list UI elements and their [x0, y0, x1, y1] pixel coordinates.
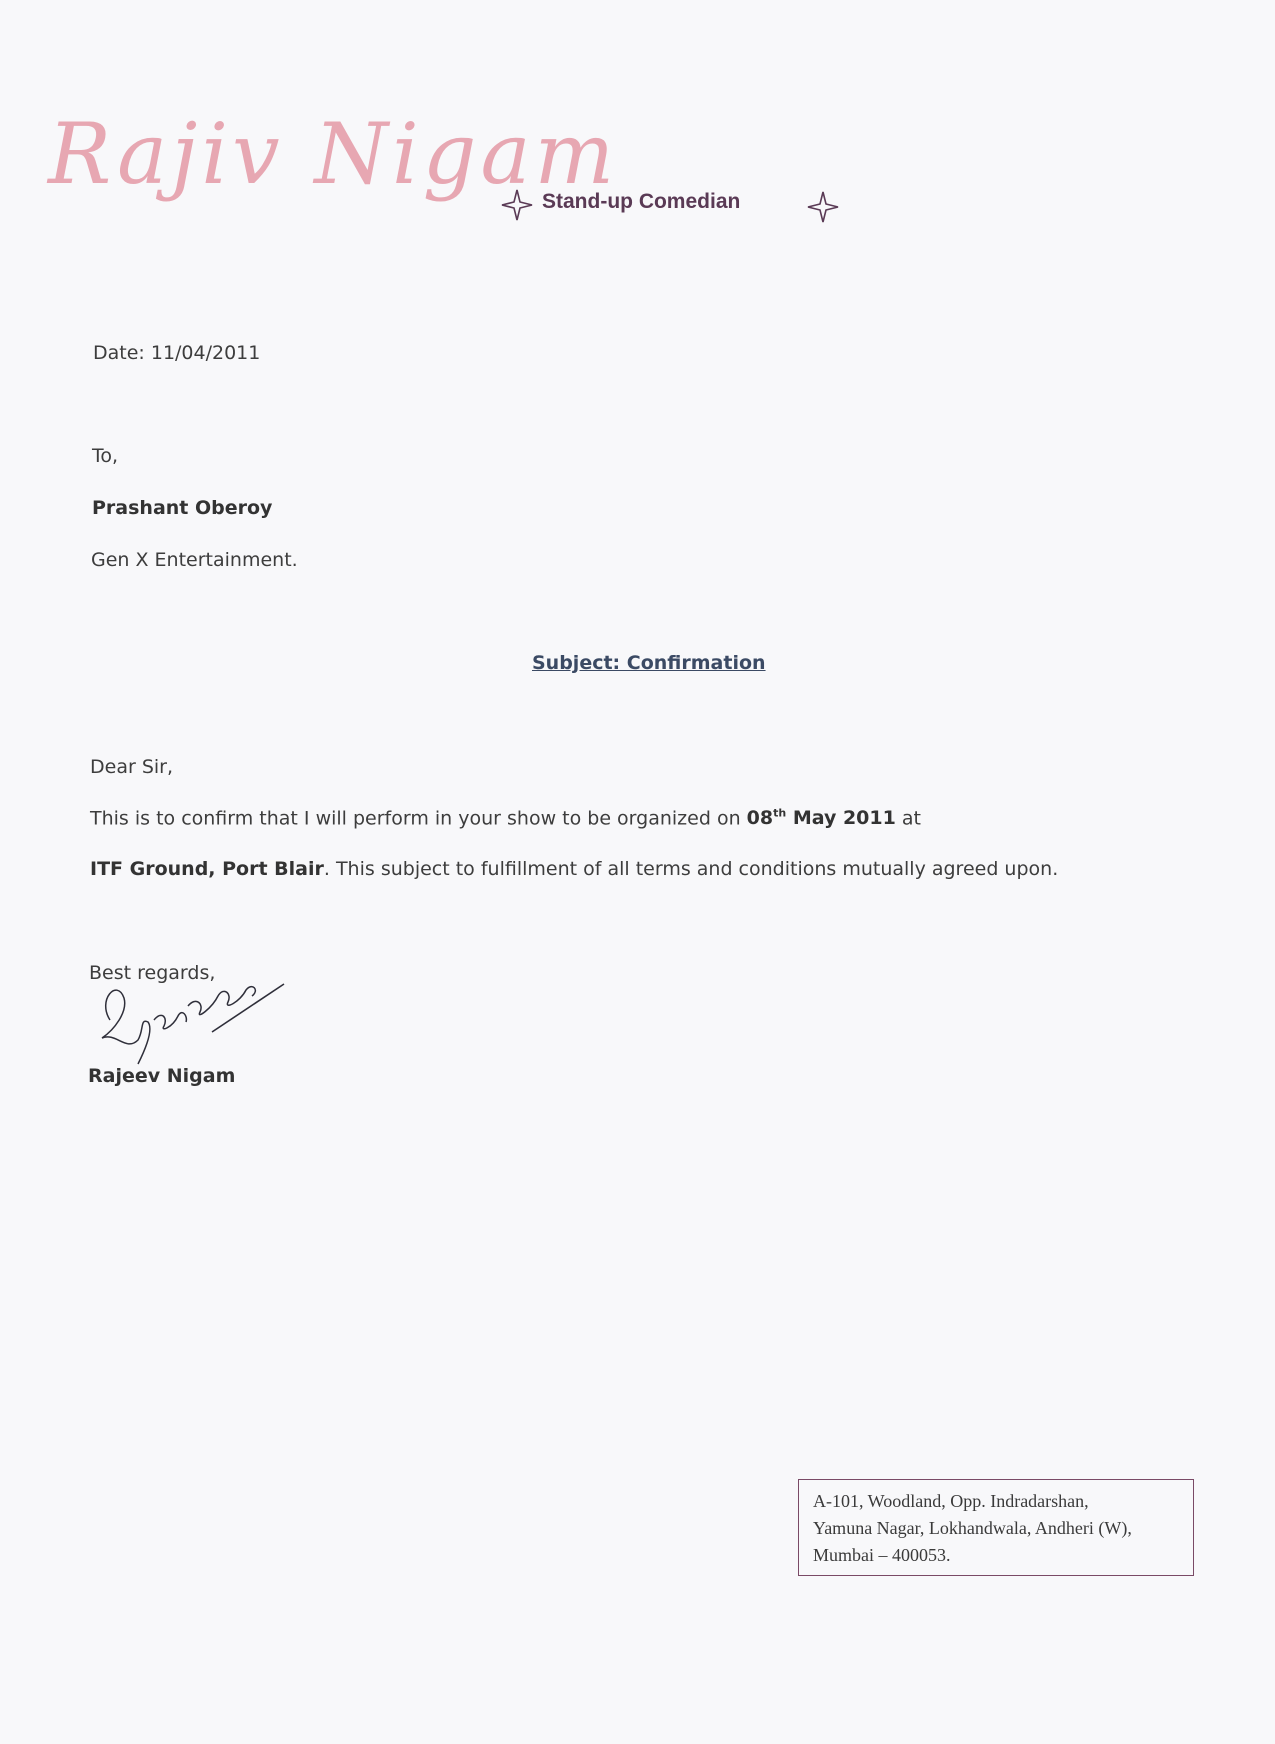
four-point-star-icon [500, 188, 534, 222]
letter-date: Date: 11/04/2011 [93, 342, 261, 364]
address-line-2: Yamuna Nagar, Lokhandwala, Andheri (W), [813, 1518, 1132, 1538]
event-date-suffix: th [773, 807, 787, 820]
four-point-star-icon [806, 190, 840, 224]
closing: Best regards, [89, 962, 216, 984]
recipient-company: Gen X Entertainment. [91, 549, 298, 571]
to-label: To, [92, 445, 119, 467]
event-date-rest: May 2011 [786, 807, 896, 830]
body-text-end: at [895, 807, 921, 830]
recipient-name: Prashant Oberoy [92, 497, 273, 519]
letterhead-logo: Rajiv Nigam [48, 105, 619, 203]
address-box [798, 1479, 1194, 1576]
body-text: . This subject to fulfillment of all terms and conditions mutually agreed upon. [323, 858, 1059, 880]
address-line-1: A-101, Woodland, Opp. Indradarshan, [813, 1491, 1089, 1511]
address-line-3: Mumbai – 400053. [813, 1545, 951, 1565]
handwritten-signature [92, 960, 302, 1070]
event-venue: ITF Ground, Port Blair [90, 858, 324, 880]
event-date [747, 807, 896, 829]
letter-subject: Subject: Confirmation [532, 652, 766, 674]
body-text: This is to confirm that I will perform in your show to be organized on [90, 807, 747, 830]
letterhead-tagline: Stand-up Comedian [542, 190, 741, 213]
event-date-day: 08 [746, 807, 774, 830]
body-line-1 [90, 807, 921, 829]
body-line-2 [90, 858, 1058, 880]
salutation: Dear Sir, [90, 756, 174, 778]
sender-name: Rajeev Nigam [88, 1065, 236, 1087]
